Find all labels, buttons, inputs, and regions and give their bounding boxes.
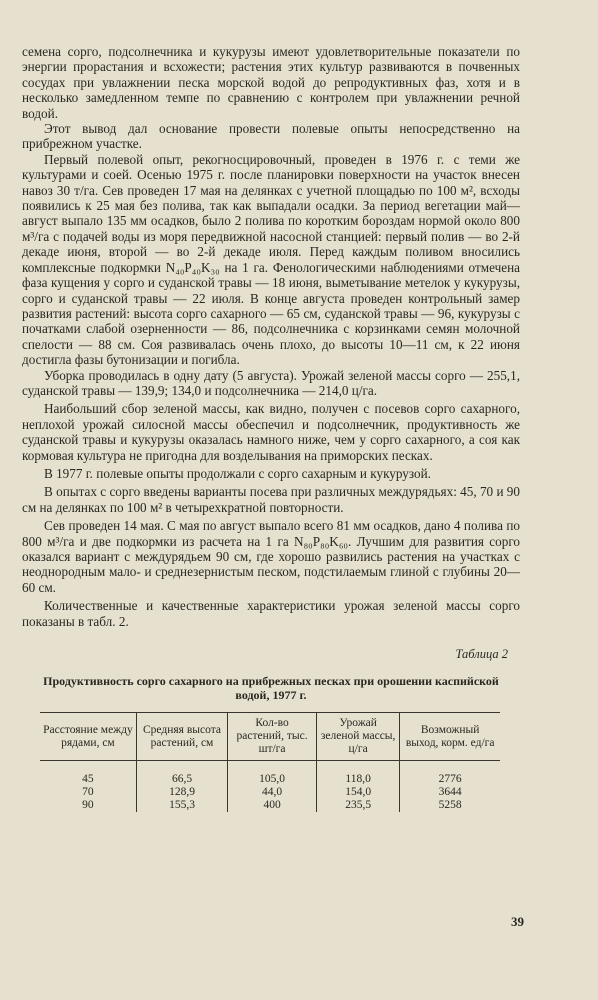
table-title: Продуктивность сорго сахарного на прибрежных песках при орошении каспийской водой, 1977 г. (43, 674, 499, 703)
productivity-table (40, 712, 500, 812)
table-cell: 3644 (400, 786, 500, 799)
page-number: 39 (511, 914, 524, 929)
table-cell: 70 (82, 786, 94, 799)
paragraph-1: семена сорго, подсолнечника и кукурузы имеют удовлетворительные показатели по энергии прорастания и всхожести; растения этих культур развиваются в почвенных сосудах при увлажнении песка морской водой до репродуктивных фаз, хотя и в несколько замедленном темпе по сравнению с контролем при увлажнении речной водой. (22, 44, 520, 121)
table-row (40, 799, 500, 812)
header-plant-height: Средняя высота растений, см (136, 713, 227, 761)
table-row (40, 786, 500, 799)
table-cell: 66,5 (136, 761, 227, 787)
paragraph-5: Наибольший сбор зеленой массы, как видно, получен с посевов сорго сахарного, неплохой урожай силосной массы обеспечил и подсолнечник, продуктивность же суданской травы и кукурузы оказалась намного ниже, чем у сорго сахарного, а соя как кормовая культура не пригодна для возделывания на приморских песках. (22, 401, 520, 463)
table-cell: 44,0 (228, 786, 317, 799)
paragraph-6: В 1977 г. полевые опыты продолжали с сорго сахарным и кукурузой. (44, 465, 431, 481)
paragraph-7: В опытах с сорго введены варианты посева при различных междурядьях: 45, 70 и 90 см на делянках по 100 м² в четырехкратной повторности. (22, 484, 520, 515)
paragraph-3: Первый полевой опыт, рекогносцировочный, проведен в 1976 г. с теми же культурами и соей. Осенью 1975 г. после планировки поверхности на участок внесен навоз 30 т/га. Сев проведен 17 мая на делянках с учетной площадью по 100 м², всходы появились к 25 мая без полива, так как выпадали осадки. За период вегетации май—август выпало 135 мм осадков, было 2 полива по коротким бороздам нормой около 800 м³/га с подачей воды из моря передвижной насосной станцией: первый полив — во 2-й декаде июня, второй — во 2-й декаде июля. Перед каждым поливом вносились комплексные подкормки N₄₀P₄₀K₃₀ на 1 га. Фенологическими наблюдениями отмечена фаза кущения у сорго и суданской травы — 18 июня, выметывание метелок у кукурузы, сорго и суданской травы — 22 июля. В конце августа проведен контрольный замер развития растений: высота сорго сахарного — 65 см, суданской травы — 96, кукурузы с початками слабой озерненности — 86, подсолнечника с корзинками семян молочной спелости — 88 см. Соя развивалась очень плохо, до высоты 10—11 см, к 22 июня достигла фазы бутонизации и погибла. (22, 151, 520, 368)
table-cell: 105,0 (228, 761, 317, 787)
table-cell: 5258 (400, 799, 500, 812)
header-green-mass-yield: Урожай зеленой массы, ц/га (316, 713, 399, 761)
table-cell: 154,0 (316, 786, 399, 799)
table-cell: 400 (228, 799, 317, 812)
table-row (40, 761, 500, 787)
paragraph-4: Уборка проводилась в одну дату (5 августа). Урожай зеленой массы сорго — 255,1, суданской травы — 139,9; 134,0 и подсолнечника — 214,0 ц/га. (22, 367, 520, 398)
header-feed-units: Возможный выход, корм. ед/га (400, 713, 500, 761)
paragraph-2: Этот вывод дал основание провести полевые опыты непосредственно на прибрежном участке. (22, 121, 520, 152)
header-row-spacing: Расстояние между рядами, см (40, 713, 136, 761)
table-cell: 155,3 (136, 799, 227, 812)
table-cell: 128,9 (136, 786, 227, 799)
table-cell: 2776 (400, 761, 500, 787)
table-label: Таблица 2 (455, 647, 508, 662)
table-cell: 90 (82, 799, 94, 812)
table-cell: 45 (82, 773, 94, 786)
table-header-row (40, 713, 500, 761)
header-plant-count: Кол-во растений, тыс. шт/га (228, 713, 317, 761)
table-cell: 235,5 (316, 799, 399, 812)
paragraph-8: Сев проведен 14 мая. С мая по август выпало всего 81 мм осадков, дано 4 полива по 800 м³/га и две подкормки из расчета на 1 га N₈₀P₈₀K₆₀. Лучшим для развития сорго оказался вариант с междурядьем 90 см, где хорошо развились растения на участках с неоднородным мало- и среднезернистым песком, подстилаемым глиной с глубины 20—60 см. (22, 518, 520, 595)
paragraph-9: Количественные и качественные характеристики урожая зеленой массы сорго показаны в табл. 2. (22, 598, 520, 629)
table-cell: 118,0 (316, 761, 399, 787)
